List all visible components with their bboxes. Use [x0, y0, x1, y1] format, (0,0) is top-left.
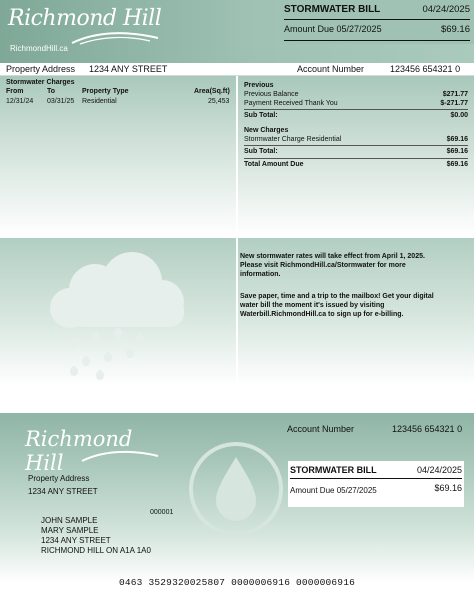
cloud-panel	[0, 238, 236, 386]
ocr-scanline: 0463 3529320025807 0000006916 0000006916	[118, 577, 356, 588]
amount-due-label: Amount Due 05/27/2025	[284, 24, 382, 34]
stub-logo-wordmark: Richmond Hill	[25, 427, 133, 475]
property-address-value: 1234 ANY STREET	[89, 64, 168, 74]
mailing-line: 1234 ANY STREET	[41, 536, 111, 545]
stub-amount-due-value: $69.16	[434, 483, 462, 493]
logo-url: RichmondHill.ca	[10, 44, 68, 53]
previous-balance-label: Previous Balance	[244, 91, 299, 98]
stormwater-charge-value: $69.16	[446, 136, 468, 143]
stub-bill-title: STORMWATER BILL	[290, 465, 377, 475]
hill-swoosh-icon	[80, 449, 160, 463]
mailing-line: MARY SAMPLE	[41, 526, 99, 535]
stub-bill-date: 04/24/2025	[416, 465, 462, 475]
stub-sequence-number: 000001	[150, 509, 174, 516]
logo-wordmark: Richmond Hill	[8, 6, 162, 31]
stub-amount-due-label: Amount Due 05/27/2025	[290, 486, 377, 495]
total-amount-value: $69.16	[446, 161, 468, 168]
notice-rates: New stormwater rates will take effect from April 1, 2025. Please visit RichmondHill.ca/Stormwater for more information.	[240, 253, 425, 278]
stub-property-label: Property Address	[28, 474, 90, 483]
account-number-value: 123456 654321 0	[390, 64, 461, 74]
charges-col-area: Area(Sq.ft)	[194, 88, 230, 95]
stormwater-charge-label: Stormwater Charge Residential	[244, 136, 342, 143]
charges-row-from: 12/31/24	[6, 98, 34, 105]
payment-received-label: Payment Received Thank You	[244, 100, 338, 107]
remittance-stub	[0, 413, 474, 583]
new-subtotal-label: Sub Total:	[244, 148, 278, 155]
mailing-address	[41, 516, 151, 556]
water-drop-icon	[188, 441, 284, 537]
previous-subtotal-value: $0.00	[450, 112, 468, 119]
stub-bill-box	[288, 461, 464, 507]
charges-title: Stormwater Charges	[6, 79, 75, 86]
stub-logo	[25, 427, 165, 475]
info-bar	[0, 63, 474, 76]
new-subtotal-value: $69.16	[446, 148, 468, 155]
mailing-line: RICHMOND HILL ON A1A 1A0	[41, 546, 151, 555]
charges-row-area: 25,453	[208, 98, 230, 105]
bill-title: STORMWATER BILL	[284, 4, 381, 15]
new-charges-title: New Charges	[244, 127, 289, 134]
previous-balance-value: $271.77	[442, 91, 468, 98]
total-amount-label: Total Amount Due	[244, 161, 304, 168]
property-address-label: Property Address	[6, 64, 76, 74]
previous-title: Previous	[244, 82, 274, 89]
charges-row-type: Residential	[82, 98, 117, 105]
charges-col-to: To	[47, 88, 56, 95]
cloud-rain-icon	[40, 252, 200, 382]
account-number-label: Account Number	[297, 64, 365, 74]
mailing-line: JOHN SAMPLE	[41, 516, 98, 525]
summary-panel	[238, 76, 474, 236]
charges-row-to: 03/31/25	[47, 98, 75, 105]
previous-subtotal-label: Sub Total:	[244, 112, 278, 119]
stub-account-value: 123456 654321 0	[392, 424, 463, 434]
charges-col-type: Property Type	[82, 88, 129, 95]
stub-account-label: Account Number	[287, 424, 355, 434]
payment-received-value: $-271.77	[440, 100, 468, 107]
hill-swoosh-icon	[70, 30, 160, 46]
notice-panel	[238, 238, 474, 386]
notice-ebilling: Save paper, time and a trip to the mailbox! Get your digital water bill the moment it's issued by visiting Waterbill.RichmondHill.ca to sign up for e-billing.	[240, 293, 434, 318]
charges-col-from: From	[6, 88, 24, 95]
header-logo	[8, 6, 168, 58]
bill-date: 04/24/2025	[422, 4, 470, 15]
stub-property-value: 1234 ANY STREET	[28, 487, 98, 496]
charges-panel	[0, 76, 236, 236]
amount-due-value: $69.16	[440, 24, 470, 35]
header-bill-box	[280, 0, 474, 44]
